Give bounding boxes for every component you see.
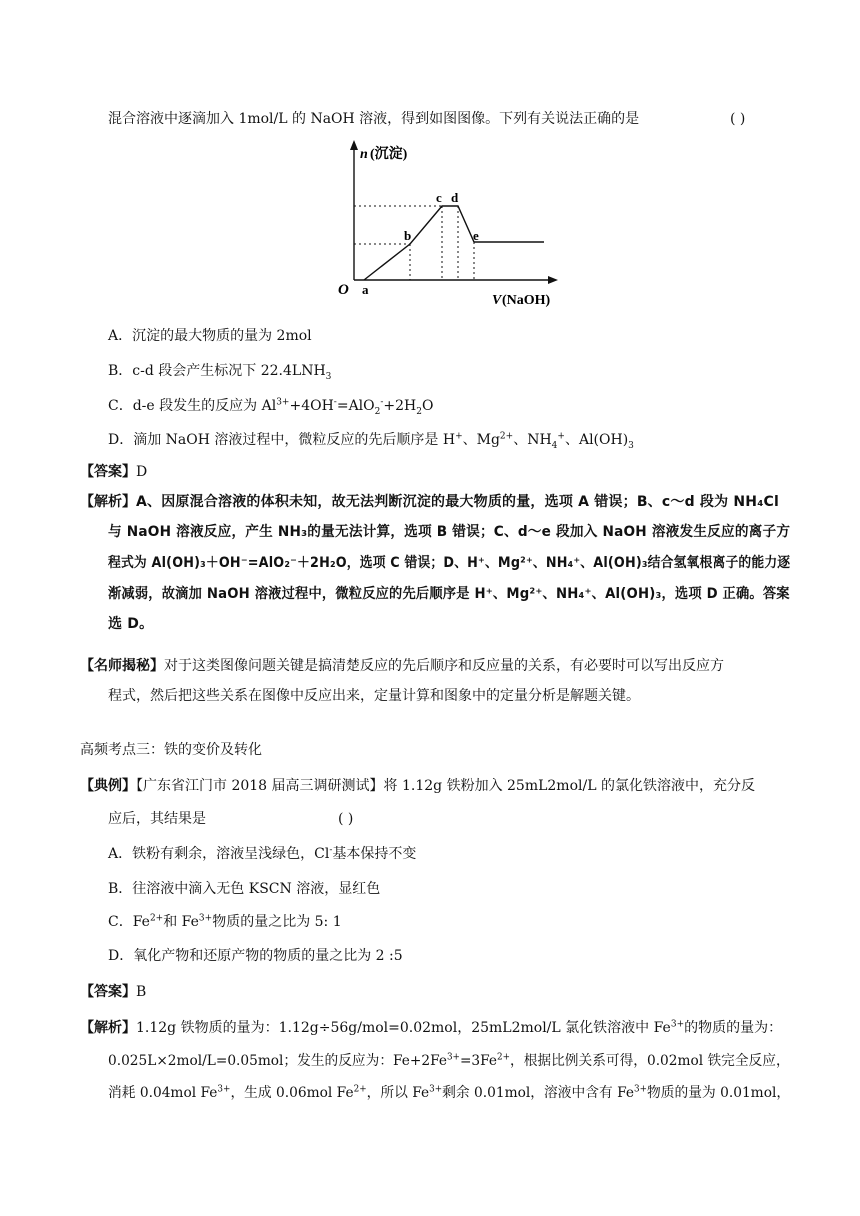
analysis-line-4: 渐减弱，故滴加 NaOH 溶液过程中，微粒反应的先后顺序是 H⁺、Mg²⁺、NH₄⁺、Al(OH)₃，选项 D 正确。答案 [108,586,790,602]
question-stem: 混合溶液中逐滴加入 1mol/L 的 NaOH 溶液，得到如图图像。下列有关说法正确的是 [108,111,640,127]
q2-stem-line-1: 【典例】【广东省江门市 2018 届高三调研测试】将 1.12g 铁粉加入 25mL2mol/L 的氯化铁溶液中，充分反 [80,778,755,794]
y-axis-label: n [360,147,368,162]
option-c: C．d-e 段发生的反应为 $Al^{3+}+4OH^-=AlO_2^-+2H_2O$ [108,397,434,417]
tip-line-2: 程式，然后把这些关系在图像中反应出来，定量计算和图象中的定量分析是解题关键。 [108,688,640,704]
x-axis-label: V [492,293,502,308]
point-b: b [404,228,412,243]
q2-stem-line-2: 应后，其结果是 [108,811,206,827]
analysis-line-5: 选 D。 [108,616,154,632]
answer-line: 【答案】D [80,464,148,480]
point-e: e [473,228,479,243]
answer-paren: ( ) [730,111,746,127]
point-c: c [436,190,442,205]
q2-option-a: A．铁粉有剩余，溶液呈浅绿色，Cl-基本保持不变 [108,845,417,862]
precipitate-graph [330,138,570,318]
point-d: d [451,190,459,205]
q2-analysis-line-2: 0.025L×2mol/L=0.05mol；发生的反应为：$Fe+2Fe^{3+}=3Fe^{2+}$，根据比例关系可得，0.02mol 铁完全反应， [108,1052,790,1069]
point-a: a [362,282,369,297]
q2-option-c: C．$Fe^{2+}$和 $Fe^{3+}$物质的量之比为 5: 1 [108,913,342,930]
q2-answer-paren: ( ) [338,811,354,827]
y-axis-label-rest: (沉淀) [370,147,408,162]
option-d: D．滴加 NaOH 溶液过程中，微粒反应的先后顺序是 H+、$Mg^{2+}$、$NH_4^+$、$Al(OH)_3$ [108,431,634,451]
analysis-line-2: 与 NaOH 溶液反应，产生 NH₃的量无法计算，选项 B 错误；C、d～e 段加入 NaOH 溶液发生反应的离子方 [108,524,791,540]
q2-analysis-line-3: 消耗 0.04mol $Fe^{3+}$，生成 0.06mol $Fe^{2+}$，所以 $Fe^{3+}$剩余 0.01mol，溶液中含有 $Fe^{3+}$物质的量为 0.01mol， [108,1084,791,1101]
q2-answer-line: 【答案】B [80,984,147,1000]
section-title: 高频考点三：铁的变价及转化 [80,742,262,758]
tip-line-1: 【名师揭秘】对于这类图像问题关键是搞清楚反应的先后顺序和反应量的关系，有必要时可以写出反应方 [80,658,724,674]
analysis-line-1: 【解析】A、因原混合溶液的体积未知，故无法判断沉淀的最大物质的量，选项 A 错误；B、c～d 段为 NH₄Cl [80,494,779,510]
q2-option-d: D．氧化产物和还原产物的物质的量之比为 2 :5 [108,948,403,964]
option-a: A．沉淀的最大物质的量为 2mol [108,328,312,344]
analysis-line-3: 程式为 Al(OH)₃＋OH⁻=AlO₂⁻＋2H₂O，选项 C 错误；D、H⁺、Mg²⁺、NH₄⁺、Al(OH)₃结合氢氧根离子的能力逐 [108,555,791,571]
q2-analysis-line-1: 【解析】1.12g 铁物质的量为：1.12g÷56g/mol=0.02mol，25mL2mol/L 氯化铁溶液中 $Fe^{3+}$的物质的量为： [80,1019,783,1036]
option-b: B．c-d 段会产生标况下 $22.4LNH_3$ [108,363,332,382]
q2-option-b: B．往溶液中滴入无色 KSCN 溶液，显红色 [108,881,381,897]
origin-label: O [338,282,349,298]
x-axis-label-rest: (NaOH) [502,293,551,308]
